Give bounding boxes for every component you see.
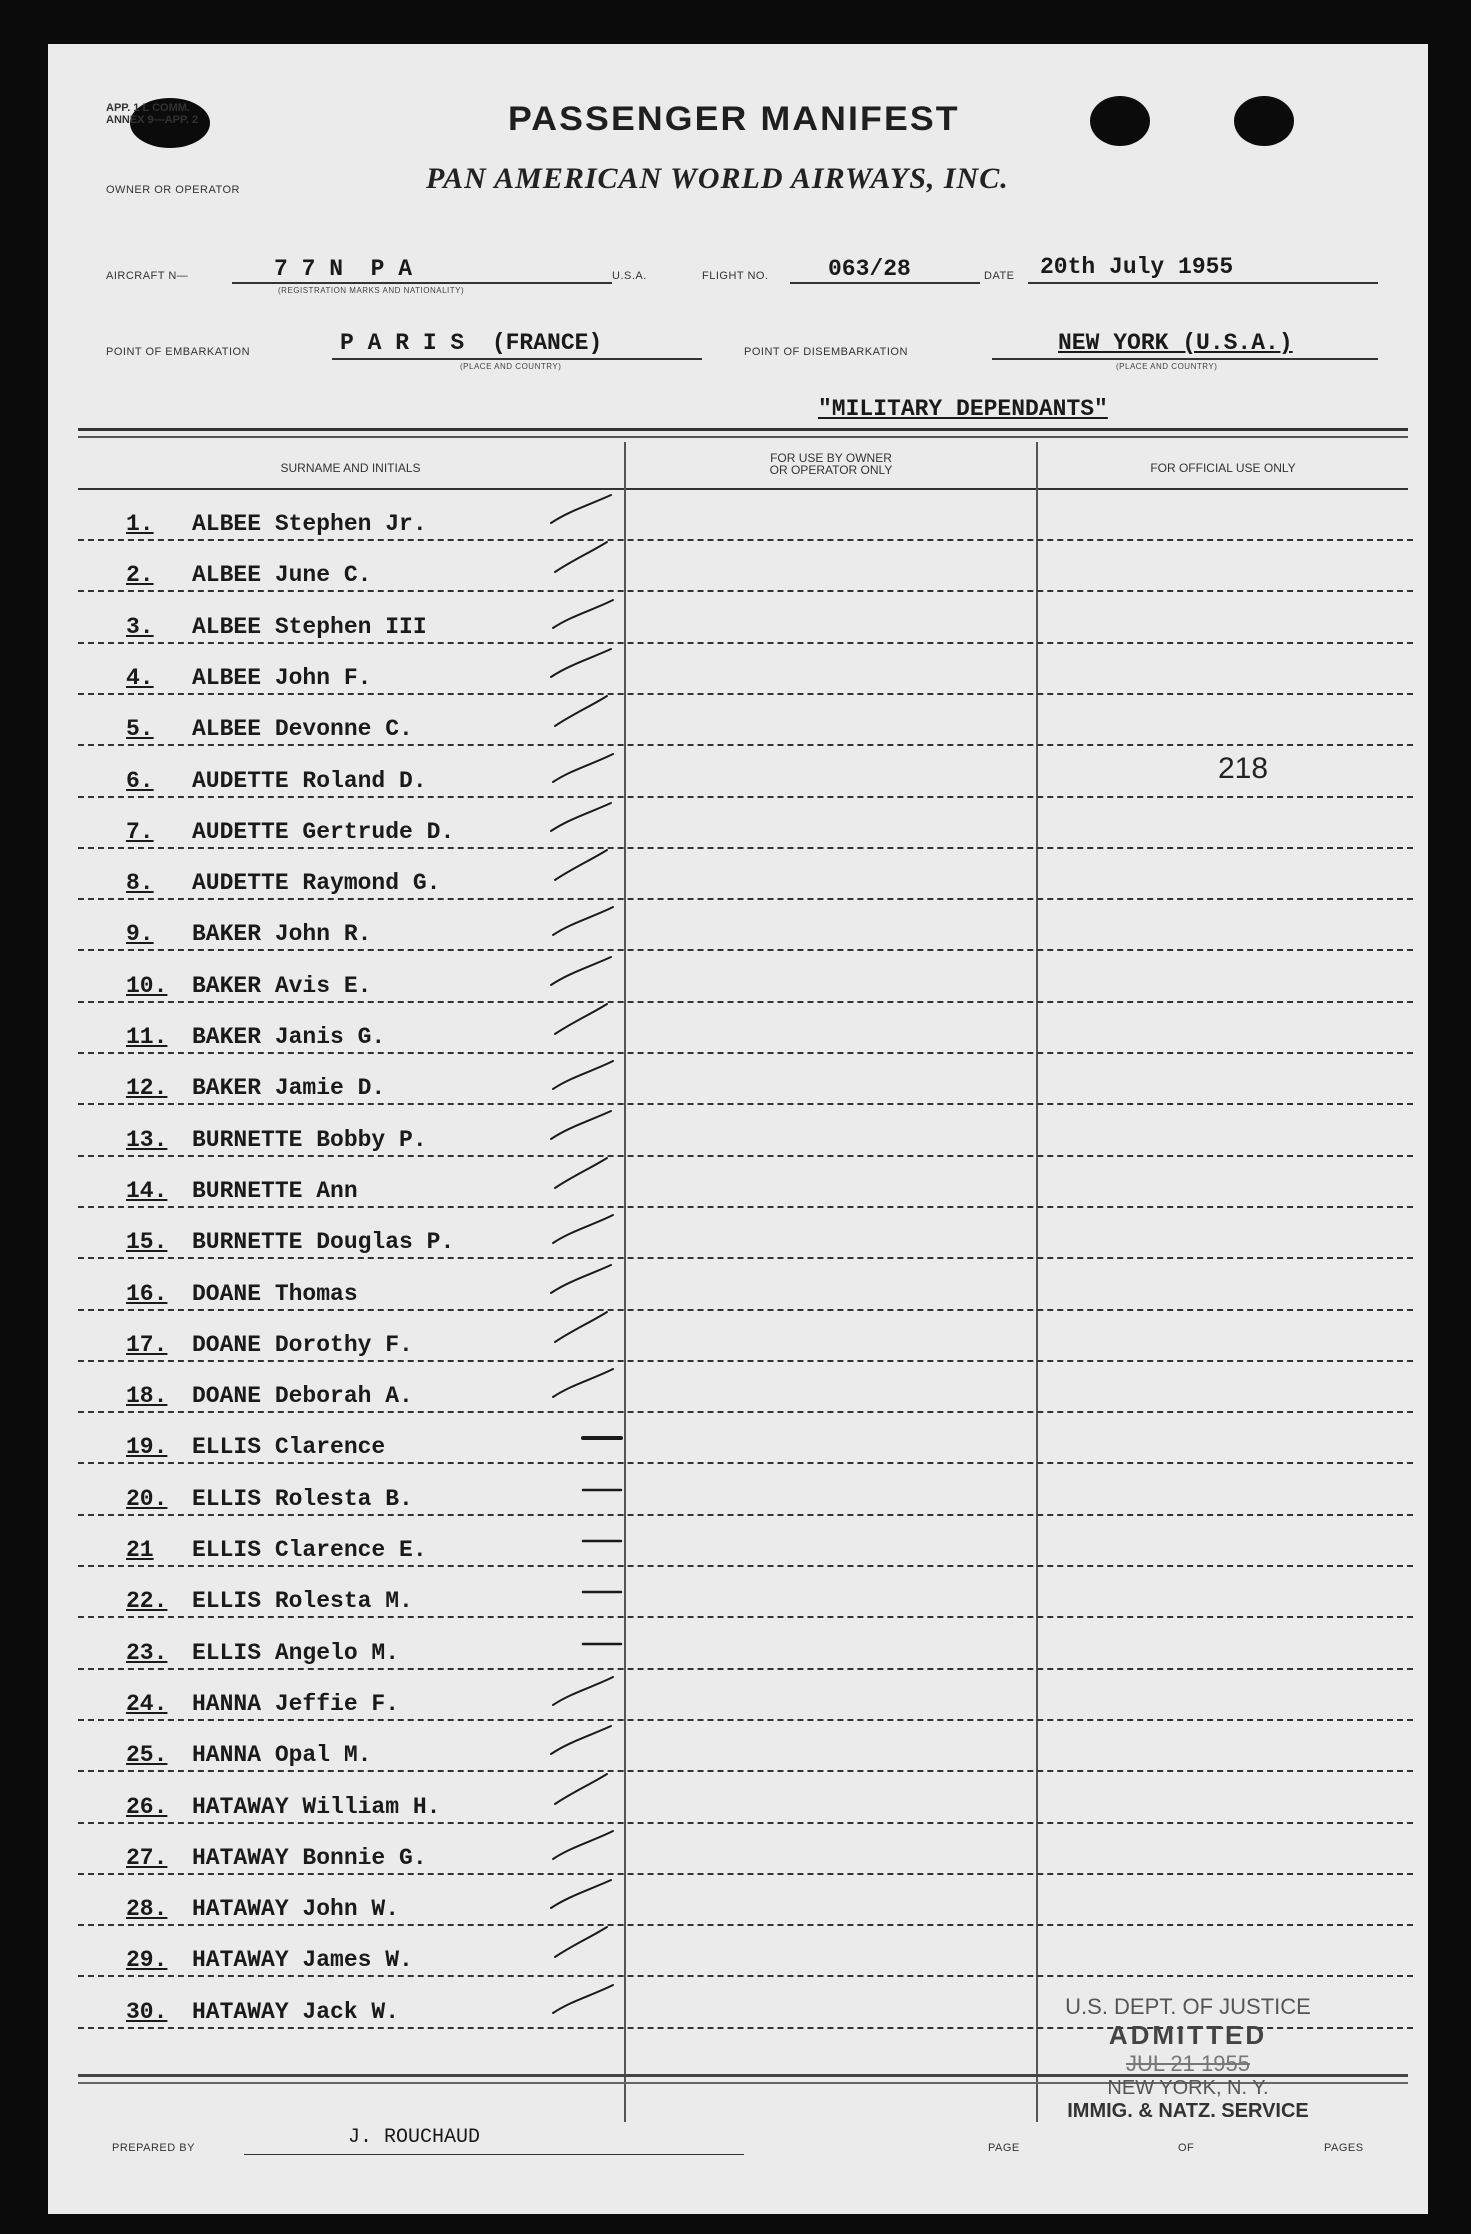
passenger-name: AUDETTE Roland D. [192,767,427,794]
passenger-row [78,1516,1413,1567]
passenger-name: HANNA Opal M. [192,1742,372,1769]
check-mark-icon [546,1102,636,1152]
check-mark-icon [546,589,636,639]
passenger-name: AUDETTE Gertrude D. [192,818,455,845]
passenger-number: 1. [126,511,154,537]
passenger-name: ELLIS Rolesta B. [192,1485,413,1512]
passenger-row [78,490,1413,541]
check-mark-icon [546,1307,636,1357]
owner-label: OWNER OR OPERATOR [106,184,240,196]
passenger-number: 22. [126,1588,168,1615]
passenger-name: HATAWAY John W. [192,1896,400,1923]
passenger-row [78,1106,1413,1157]
passenger-name: DOANE Deborah A. [192,1383,413,1410]
check-mark-icon [546,845,636,895]
punch-hole-right-2 [1234,96,1294,146]
manifest-page [48,44,1428,2214]
check-mark-icon [570,1563,660,1613]
check-mark-icon [546,1666,636,1716]
aircraft-label: AIRCRAFT N— [106,270,189,282]
check-mark-icon [546,1256,636,1306]
passenger-name: HANNA Jeffie F. [192,1690,400,1717]
passenger-row [78,1311,1413,1362]
passenger-name: HATAWAY Jack W. [192,1998,400,2025]
col-header-surname: SURNAME AND INITIALS [280,461,421,475]
passenger-row [78,644,1413,695]
passenger-row [78,798,1413,849]
passenger-row [78,1003,1413,1054]
check-mark-icon [570,1461,660,1511]
check-mark-icon [546,691,636,741]
check-mark-icon [570,1409,660,1459]
disembarkation-label: POINT OF DISEMBARKATION [744,346,908,358]
passenger-row [78,1875,1413,1926]
passenger-row [78,1362,1413,1413]
passenger-number: 8. [126,870,154,897]
passenger-number: 4. [126,664,154,691]
passenger-number: 19. [126,1434,168,1461]
passenger-row [78,849,1413,900]
check-mark-icon [570,1615,660,1665]
passenger-number: 16. [126,1280,168,1307]
passenger-number: 30. [126,1998,168,2025]
passenger-number: 29. [126,1947,168,1974]
stamp-line-city: NEW YORK, N. Y. [1107,2077,1269,2099]
page-title: PASSENGER MANIFEST [508,100,960,138]
passenger-number: 23. [126,1639,168,1666]
registration-sublabel: (REGISTRATION MARKS AND NATIONALITY) [278,286,465,295]
check-mark-icon [546,486,636,536]
passenger-row [78,1208,1413,1259]
check-mark-icon [546,1050,636,1100]
passenger-row [78,900,1413,951]
embarkation-value: P A R I S (FRANCE) [340,330,603,356]
date-label: DATE [984,270,1015,282]
passenger-name: DOANE Dorothy F. [192,1331,413,1358]
check-mark-icon [546,1358,636,1408]
of-label: OF [1178,2142,1195,2154]
admission-stamp [1008,1994,1368,2123]
passenger-number: 14. [126,1177,168,1204]
passenger-row [78,541,1413,592]
passenger-row [78,1465,1413,1516]
check-mark-icon [546,896,636,946]
disembarkation-underline [992,358,1378,360]
stamp-line-date: JUL 21 1955 [1126,2051,1250,2076]
embarkation-sublabel: (PLACE AND COUNTRY) [460,362,562,371]
passenger-name: ALBEE Devonne C. [192,716,413,743]
passenger-number: 12. [126,1075,168,1102]
flight-value: 063/28 [828,256,911,282]
passenger-number: 20. [126,1485,168,1512]
prepared-by-label: PREPARED BY [112,2142,195,2154]
check-mark-icon [546,999,636,1049]
passenger-number: 9. [126,921,154,948]
check-mark-icon [546,1153,636,1203]
passenger-number: 18. [126,1383,168,1410]
passenger-row [78,1413,1413,1464]
passenger-number: 24. [126,1690,168,1717]
prepared-by-underline [244,2154,744,2155]
passenger-number: 27. [126,1844,168,1871]
check-mark-icon [546,1820,636,1870]
passenger-name: BAKER Janis G. [192,1024,386,1050]
passenger-name: BAKER Avis E. [192,972,372,999]
pages-label: PAGES [1324,2142,1364,2154]
check-mark-icon [546,1717,636,1767]
passenger-row [78,1773,1413,1824]
col-header-owner-use: FOR USE BY OWNER OR OPERATOR ONLY [769,451,893,477]
aircraft-value: 7 7 N P A [274,256,413,282]
passenger-number: 17. [126,1331,168,1358]
passenger-name: HATAWAY James W. [192,1947,413,1974]
flight-label: FLIGHT NO. [702,270,769,282]
passenger-name: ELLIS Clarence E. [192,1537,427,1563]
passenger-name: ALBEE Stephen Jr. [192,511,427,537]
passenger-name: BURNETTE Douglas P. [192,1229,455,1256]
passenger-number: 2. [126,562,154,589]
passenger-row [78,1721,1413,1772]
check-mark-icon [546,1871,636,1921]
col-header-official-use: FOR OFFICIAL USE ONLY [1150,461,1296,475]
passenger-name: AUDETTE Raymond G. [192,870,441,897]
date-underline [1028,282,1378,284]
passenger-number: 15. [126,1229,168,1256]
flight-underline [790,282,980,284]
check-mark-icon [546,1974,636,2024]
usa-label: U.S.A. [612,270,647,282]
form-number: APP. 1 L COMM. ANNEX 9—APP. 2 [106,102,199,126]
passenger-row [78,1157,1413,1208]
passenger-row [78,695,1413,746]
check-mark-icon [546,743,636,793]
category-label: "MILITARY DEPENDANTS" [818,396,1108,422]
official-note: 218 [1218,752,1269,785]
aircraft-underline [232,282,612,284]
passenger-number: 10. [126,972,168,999]
page-label: PAGE [988,2142,1020,2154]
stamp-line-service: IMMIG. & NATZ. SERVICE [1067,2100,1309,2122]
check-mark-icon [546,537,636,587]
passenger-name: ALBEE June C. [192,562,372,589]
stamp-line-admitted: ADMITTED [1108,2020,1268,2050]
passenger-number: 25. [126,1742,168,1769]
embarkation-underline [332,358,702,360]
passenger-row [78,1054,1413,1105]
passenger-name: ALBEE John F. [192,664,372,691]
passenger-number: 5. [126,716,154,743]
punch-hole-right-1 [1090,96,1150,146]
passenger-row [78,593,1413,644]
passenger-row [78,1824,1413,1875]
passenger-name: BAKER Jamie D. [192,1075,386,1102]
passenger-row [78,1260,1413,1311]
stamp-line-dept: U.S. DEPT. OF JUSTICE [1065,1994,1311,2019]
passenger-number: 7. [126,818,154,845]
passenger-name: ELLIS Clarence [192,1434,386,1461]
passenger-number: 13. [126,1126,168,1153]
passenger-number: 11. [126,1024,168,1050]
check-mark-icon [546,640,636,690]
check-mark-icon [546,1204,636,1254]
passenger-number: 6. [126,767,154,794]
passenger-name: DOANE Thomas [192,1280,358,1307]
disembarkation-sublabel: (PLACE AND COUNTRY) [1116,362,1218,371]
passenger-number: 21 [126,1537,154,1563]
passenger-name: BAKER John R. [192,921,372,948]
passenger-number: 26. [126,1793,168,1820]
date-value: 20th July 1955 [1040,254,1234,280]
disembarkation-value: NEW YORK (U.S.A.) [1058,330,1293,356]
passenger-number: 3. [126,613,154,640]
passenger-name: BURNETTE Ann [192,1177,358,1204]
check-mark-icon [546,1922,636,1972]
passenger-row [78,1619,1413,1670]
table-top-rule [78,428,1408,431]
passenger-row [78,1926,1413,1977]
passenger-name: HATAWAY William H. [192,1793,441,1820]
passenger-name: BURNETTE Bobby P. [192,1126,427,1153]
passenger-row [78,952,1413,1003]
prepared-by-value: J. ROUCHAUD [348,2126,481,2149]
check-mark-icon [570,1512,660,1562]
passenger-row [78,1567,1413,1618]
passenger-number: 28. [126,1896,168,1923]
passenger-row [78,1670,1413,1721]
owner-value: PAN AMERICAN WORLD AIRWAYS, INC. [426,162,1009,195]
passenger-name: ELLIS Rolesta M. [192,1588,413,1615]
passenger-name: ALBEE Stephen III [192,613,427,640]
table-top-rule-2 [78,436,1408,438]
check-mark-icon [546,1769,636,1819]
passenger-row [78,747,1413,798]
check-mark-icon [546,948,636,998]
passenger-name: HATAWAY Bonnie G. [192,1844,427,1871]
passenger-name: ELLIS Angelo M. [192,1639,400,1666]
embarkation-label: POINT OF EMBARKATION [106,346,251,358]
check-mark-icon [546,794,636,844]
